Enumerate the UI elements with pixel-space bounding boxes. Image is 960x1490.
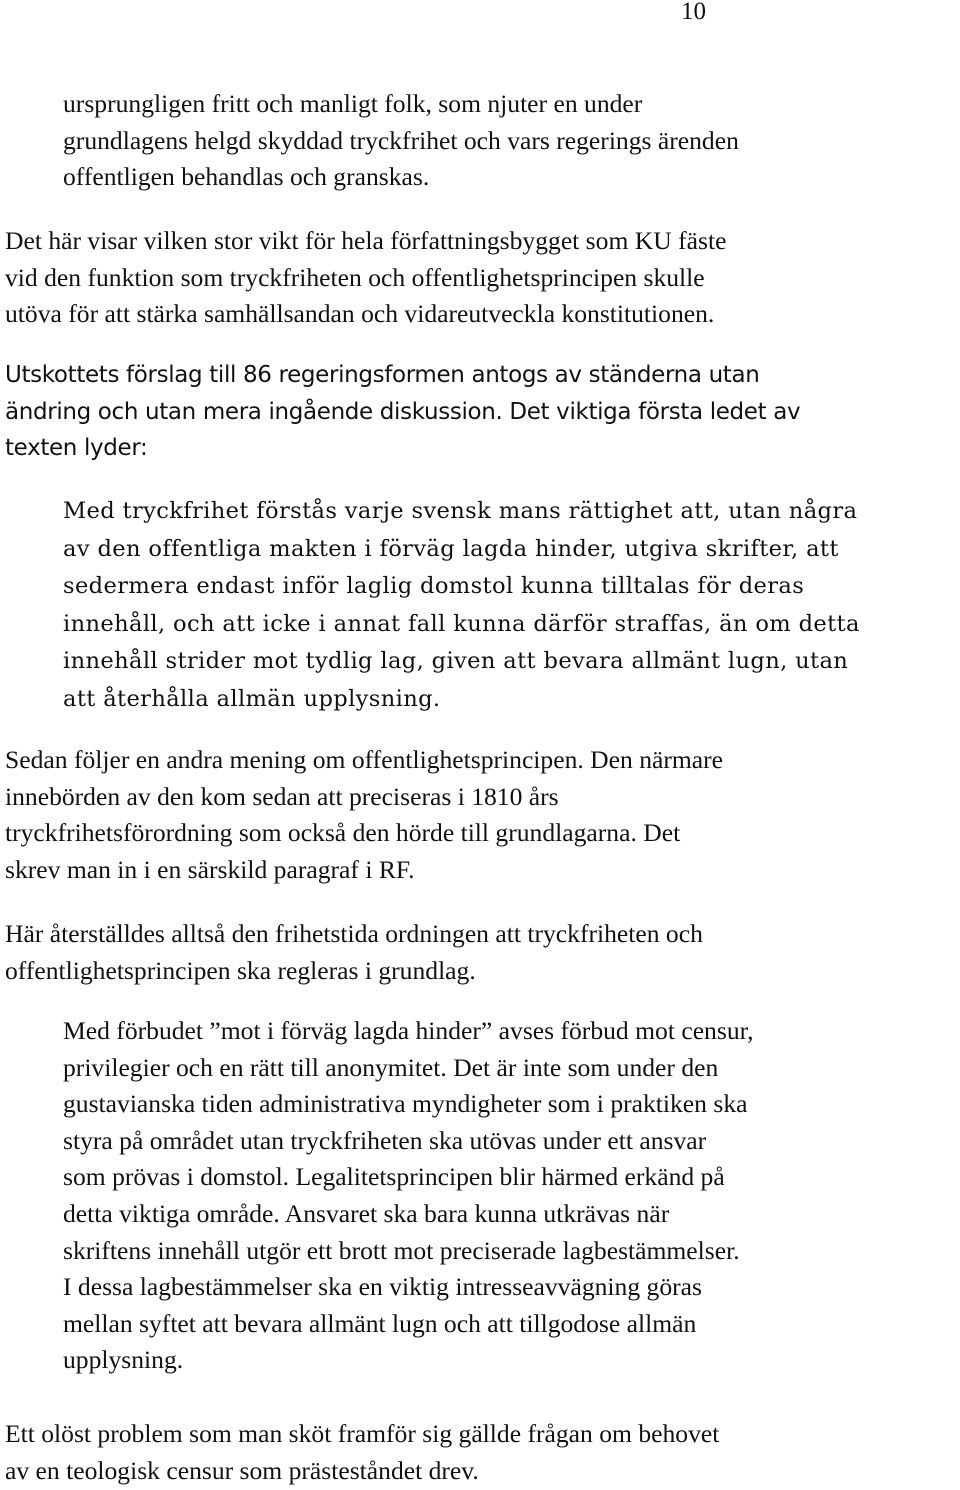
text-line: Ett olöst problem som man sköt framför sig gällde frågan om behovet [5, 1419, 720, 1448]
text-line: Med tryckfrihet förstås varje svensk mans rättighet att, utan några [63, 498, 858, 524]
text-line: Med förbudet ”mot i förväg lagda hinder” avses förbud mot censur, [63, 1016, 754, 1045]
text-line: Utskottets förslag till 86 regeringsformen antogs av ständerna utan [5, 362, 760, 388]
text-line: skriftens innehåll utgör ett brott mot preciserade lagbestämmelser. [63, 1235, 740, 1265]
paragraph [5, 1416, 719, 1489]
text-line: gustavianska tiden administrativa myndigheter som i praktiken ska [63, 1089, 748, 1119]
text-line: av den offentliga makten i förväg lagda hinder, utgiva skrifter, att [63, 535, 839, 562]
paragraph [5, 916, 703, 989]
text-line: att återhålla allmän upplysning. [63, 685, 441, 712]
text-line: utöva för att stärka samhällsandan och vidareutveckla konstitutionen. [5, 299, 715, 329]
text-line: I dessa lagbestämmelser ska en viktig intresseavvägning göras [63, 1272, 702, 1302]
text-line: av en teologisk censur som prästeståndet drev. [5, 1455, 479, 1485]
text-line: privilegier och en rätt till anonymitet. Det är inte som under den [63, 1052, 719, 1082]
text-line: innebörden av den kom sedan att preciseras i 1810 års [5, 781, 559, 811]
text-line: offentligen behandlas och granskas. [63, 162, 430, 192]
text-line: innehåll strider mot tydlig lag, given att bevara allmänt lugn, utan [63, 648, 849, 675]
text-line: styra på området utan tryckfriheten ska utövas under ett ansvar [63, 1125, 707, 1155]
text-line: innehåll, och att icke i annat fall kunna därför straffas, än om detta [63, 610, 860, 637]
text-line: skrev man in i en särskild paragraf i RF. [5, 854, 415, 884]
text-line: sedermera endast inför laglig domstol kunna tilltalas för deras [63, 573, 805, 600]
text-line: upplysning. [63, 1345, 184, 1375]
text-line: Här återställdes alltså den frihetstida ordningen att tryckfriheten och [5, 919, 703, 948]
page-number: 10 [681, 0, 706, 25]
text-line: detta viktiga område. Ansvaret ska bara kunna utkrävas när [63, 1198, 670, 1228]
text-line: vid den funktion som tryckfriheten och offentlighetsprincipen skulle [5, 262, 705, 292]
text-line: texten lyder: [5, 435, 148, 462]
text-line: Det här visar vilken stor vikt för hela författningsbygget som KU fäste [5, 226, 727, 255]
text-line: grundlagens helgd skyddad tryckfrihet och vars regerings ärenden [63, 125, 739, 155]
text-line: tryckfrihetsförordning som också den hörde till grundlagarna. Det [5, 818, 681, 848]
paragraph [5, 223, 726, 333]
block-quote [63, 1013, 754, 1379]
paragraph-continuation [63, 86, 739, 196]
text-line: mellan syftet att bevara allmänt lugn och att tillgodose allmän [63, 1308, 697, 1338]
paragraph [5, 742, 723, 888]
paragraph [5, 357, 800, 467]
text-line: Sedan följer en andra mening om offentlighetsprincipen. Den närmare [5, 745, 724, 774]
text-line: ursprungligen fritt och manligt folk, som njuter en under [63, 89, 643, 118]
text-line: som prövas i domstol. Legalitetsprincipen blir härmed erkänd på [63, 1162, 725, 1192]
text-line: ändring och utan mera ingående diskussion. Det viktiga första ledet av [5, 398, 801, 425]
block-quote [63, 493, 860, 719]
text-line: offentlighetsprincipen ska regleras i grundlag. [5, 955, 476, 985]
